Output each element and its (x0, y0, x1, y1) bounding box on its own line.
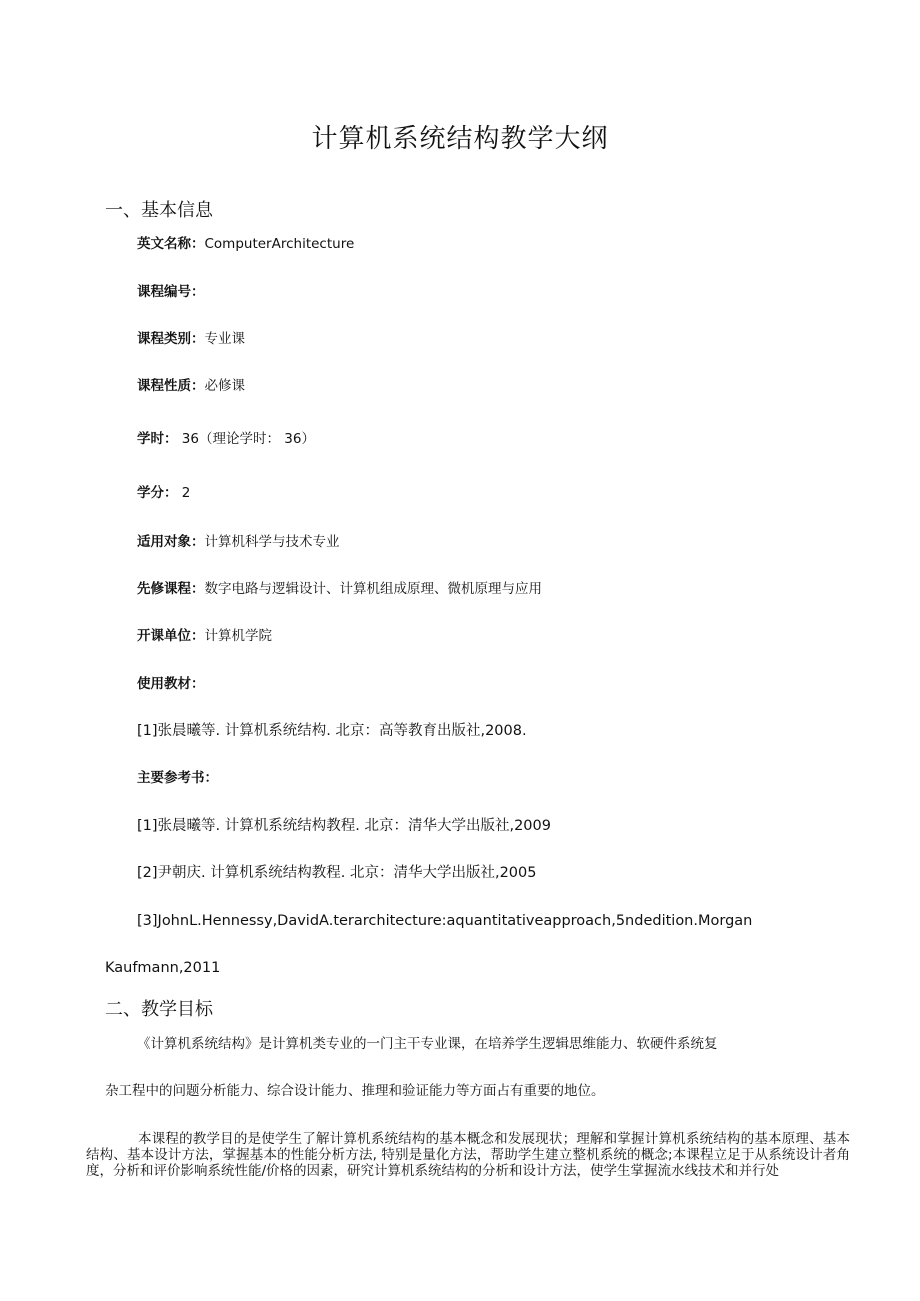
field-english-name (137, 234, 354, 254)
field-label: 主要参考书： (137, 770, 218, 786)
field-label: 开课单位： (137, 628, 205, 644)
reference-item: [3]JohnL.Hennessy,DavidA.terarchitecture:aquantitativeapproach,5ndedition.Morgan (137, 913, 753, 929)
field-label: 使用教材： (137, 676, 205, 692)
field-label: 学时： (137, 431, 178, 447)
body-paragraph: 本课程的教学目的是使学生了解计算机系统结构的基本概念和发展现状；理解和掌握计算机系统结构的基本原理、基本结构、基本设计方法，掌握基本的性能分析方法, 特别是量化方法，帮助学生建立整机系统的概念;本课程立足于从系统设计者角度，分析和评价影响系统性能/价格的因素，研究计算机系统结构的分析和设计方法，使学生掌握流水线技术和并行处 (86, 1131, 850, 1179)
field-value: 36（理论学时： 36） (177, 431, 315, 447)
field-target-audience (137, 532, 340, 552)
field-label: 先修课程： (137, 581, 205, 597)
field-course-nature (137, 376, 245, 396)
field-credits (137, 483, 190, 503)
reference-item: [1]张晨曦等. 计算机系统结构教程. 北京：清华大学出版社,2009 (137, 818, 551, 834)
field-label: 适用对象： (137, 534, 205, 550)
section-heading-teaching-goals: 二、教学目标 (105, 999, 213, 1020)
field-course-category (137, 329, 245, 349)
field-course-code (137, 282, 205, 302)
textbook-entry: [1]张晨曦等. 计算机系统结构. 北京：高等教育出版社,2008. (137, 723, 527, 739)
reference-continuation: Kaufmann,2011 (105, 960, 221, 976)
field-value: 计算机科学与技术专业 (204, 534, 340, 550)
field-value: 2 (177, 485, 191, 501)
field-hours (137, 429, 315, 449)
field-label: 课程编号： (137, 284, 205, 300)
field-value: 专业课 (204, 331, 245, 347)
field-value: 必修课 (204, 378, 245, 394)
field-label: 英文名称： (137, 236, 205, 252)
field-label: 学分： (137, 485, 178, 501)
field-value: 计算机学院 (204, 628, 272, 644)
reference-item: [2]尹朝庆. 计算机系统结构教程. 北京：清华大学出版社,2005 (137, 865, 537, 881)
references-label (137, 768, 218, 788)
page-title: 计算机系统结构教学大纲 (311, 124, 609, 154)
field-prerequisites (137, 579, 542, 599)
field-value: ComputerArchitecture (204, 236, 355, 252)
field-value: 数字电路与逻辑设计、计算机组成原理、微机原理与应用 (204, 581, 542, 597)
field-offering-unit (137, 626, 272, 646)
paragraph-line: 杂工程中的问题分析能力、综合设计能力、推理和验证能力等方面占有重要的地位。 (105, 1083, 605, 1099)
paragraph-line: 《计算机系统结构》是计算机类专业的一门主干专业课，在培养学生逻辑思维能力、软硬件系统复 (137, 1036, 718, 1052)
field-label: 课程类别： (137, 331, 205, 347)
field-textbook-label (137, 674, 205, 694)
section-heading-basic-info: 一、基本信息 (105, 200, 213, 221)
field-label: 课程性质： (137, 378, 205, 394)
